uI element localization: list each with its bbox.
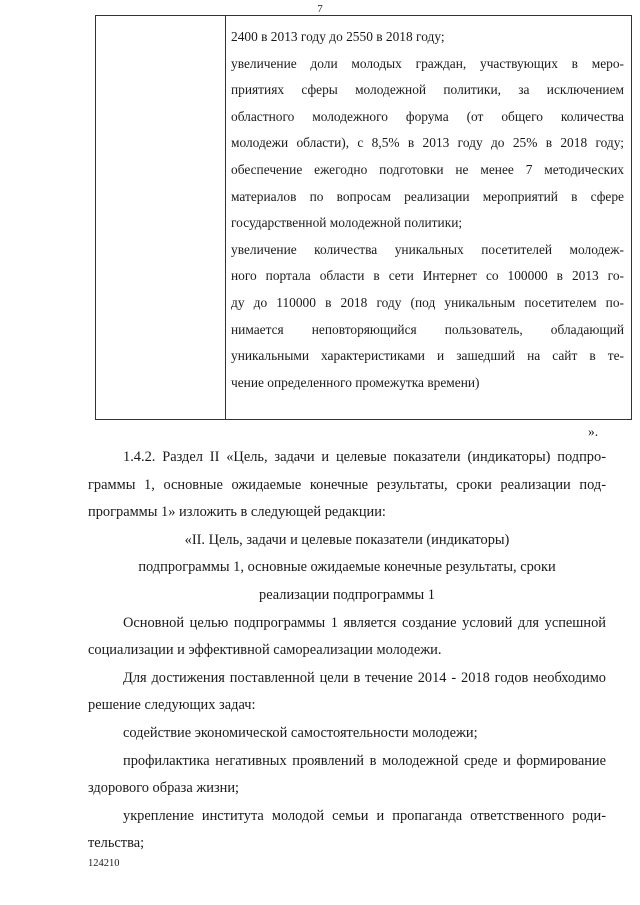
- table-cell-line: обеспечение ежегодно подготовки не менее 7 методических: [231, 161, 624, 177]
- table-right-cell: [231, 24, 624, 396]
- paragraph-line: укрепление института молодой семьи и пропаганда ответственного роди-: [123, 807, 606, 824]
- table-cell-line: увеличение количества уникальных посетителей молодеж-: [231, 241, 624, 257]
- page-number: 7: [317, 3, 323, 15]
- indicators-table: [95, 15, 632, 420]
- paragraph-line: профилактика негативных проявлений в молодежной среде и формирование: [123, 752, 606, 769]
- table-cell-line: уникальными характеристиками и зашедший на сайт в те-: [231, 348, 624, 364]
- paragraph-line: социализации и эффективной самореализации молодежи.: [88, 642, 442, 659]
- table-cell-line: увеличение доли молодых граждан, участвующих в меро-: [231, 55, 624, 71]
- paragraph-line: решение следующих задач:: [88, 697, 256, 714]
- table-cell-line: приятиях сферы молодежной политики, за исключением: [231, 82, 624, 98]
- paragraph-line: программы 1» изложить в следующей редакции:: [88, 504, 386, 521]
- table-cell-line: государственной молодежной политики;: [231, 215, 463, 231]
- table-column-divider: [225, 16, 226, 419]
- table-cell-line: чение определенного промежутка времени): [231, 374, 480, 390]
- table-cell-line: 2400 в 2013 году до 2550 в 2018 году;: [231, 29, 445, 44]
- closing-quote: ».: [588, 424, 599, 439]
- section-heading-line: «II. Цель, задачи и целевые показатели (индикаторы): [184, 531, 510, 548]
- document-id: 124210: [88, 858, 120, 869]
- section-heading-line: подпрограммы 1, основные ожидаемые конечные результаты, сроки: [138, 559, 556, 576]
- section-heading-line: реализации подпрограммы 1: [259, 586, 435, 603]
- table-cell-line: ду до 110000 в 2018 году (под уникальным посетителем по-: [231, 294, 624, 310]
- paragraph-line: содействие экономической самостоятельности молодежи;: [123, 724, 478, 741]
- paragraph-line: Для достижения поставленной цели в течение 2014 - 2018 годов необходимо: [123, 669, 606, 686]
- table-cell-line: областного молодежного форума (от общего количества: [231, 108, 624, 124]
- table-cell-line: ного портала области в сети Интернет со 100000 в 2013 го-: [231, 268, 624, 284]
- document-body: [88, 444, 606, 858]
- table-cell-line: материалов по вопросам реализации мероприятий в сфере: [231, 188, 624, 204]
- paragraph-line: здорового образа жизни;: [88, 780, 240, 797]
- table-cell-line: нимается неповторяющийся пользователь, обладающий: [231, 321, 624, 337]
- paragraph-line: тельства;: [88, 835, 145, 852]
- paragraph-line: граммы 1, основные ожидаемые конечные результаты, сроки реализации под-: [88, 476, 606, 493]
- table-cell-line: молодежи области), с 8,5% в 2013 году до 25% в 2018 году;: [231, 135, 624, 151]
- paragraph-line: Основной целью подпрограммы 1 является создание условий для успешной: [123, 614, 606, 631]
- paragraph-line: 1.4.2. Раздел II «Цель, задачи и целевые показатели (индикаторы) подпро-: [123, 449, 606, 465]
